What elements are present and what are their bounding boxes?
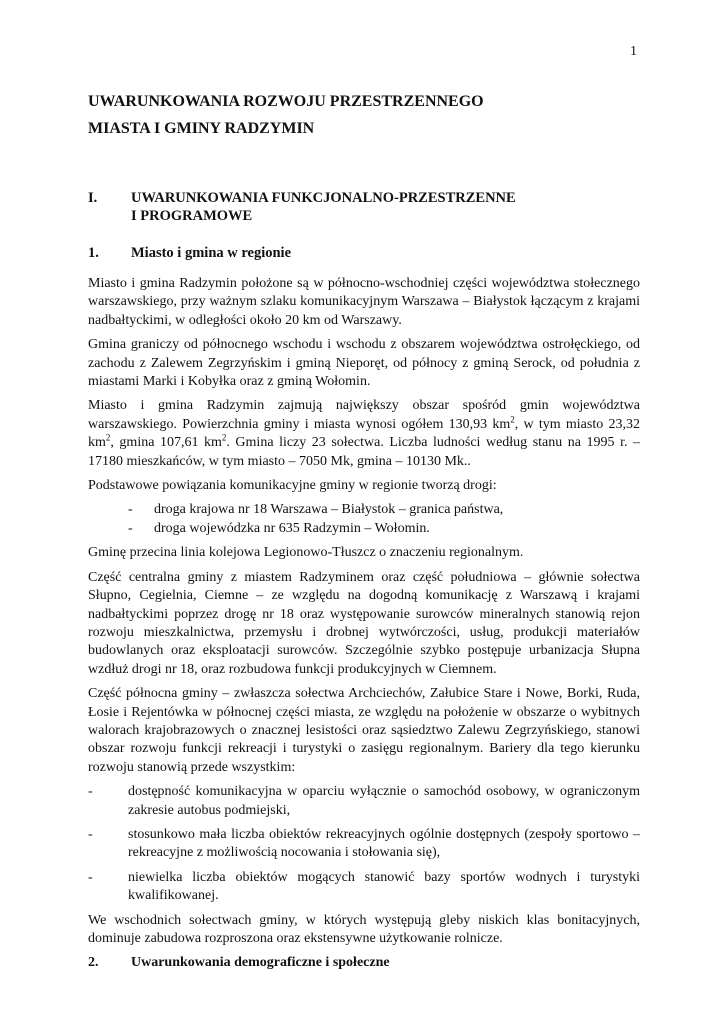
document-body	[88, 275, 640, 974]
list-item	[88, 520, 640, 538]
superscript: 2	[221, 432, 227, 443]
dash-bullet: -	[88, 826, 93, 842]
paragraph-northern-part: Część północna gminy – zwłaszcza sołectwa Archciechów, Załubice Stare i Nowe, Borki, Ruda, Łosie i Rejentówka w północnej części miasta, ze względu na położenie w obszarze o wybitnych walorach krajobrazowych o znacznej lesistości oraz sąsiedztwo Zalewu Zegrzyńskiego, stanowi obszar rozwoju funkcji rekreacji i turystyki o zasięgu regionalnym. Bariery dla tego kierunku rozwoju stanowią przede wszystkim:	[88, 686, 640, 775]
list-item-text: dostępność komunikacyjna w oparciu wyłącznie o samochód osobowy, w ograniczonym zakresie autobus podmiejski,	[128, 784, 640, 818]
list-item	[88, 869, 640, 906]
subsection-heading	[88, 954, 640, 974]
area-text-3: , gmina 107,61 km	[110, 435, 222, 451]
dash-bullet: -	[88, 784, 93, 800]
list-item	[88, 826, 640, 863]
document-title	[88, 88, 648, 142]
paragraph-roads-intro: Podstawowe powiązania komunikacyjne gminy w regionie tworzą drogi:	[88, 478, 497, 494]
subsection-number: 2.	[88, 955, 99, 971]
paragraph-eastern-part: We wschodnich sołectwach gminy, w których występują gleby niskich klas bonitacyjnych, dominuje zabudowa rozproszona oraz ekstensywne użytkowanie rolnicze.	[88, 912, 640, 946]
area-text-4: . Gmina liczy 23 sołectwa. Liczba ludności według stanu na 1995 r. – 17180 mieszkańców, w tym miasto – 7050 Mk, gmina – 10130 Mk..	[88, 435, 640, 469]
subsection-number: 1.	[88, 245, 99, 261]
area-text-1: Miasto i gmina Radzymin zajmują największy obszar spośród gmin województwa warszawskiego. Powierzchnia gminy i miasta wynosi ogółem 130,93 km	[88, 398, 640, 432]
list-item-text: stosunkowo mała liczba obiektów rekreacyjnych ogólnie dostępnych (zespoły sportowo – rekreacyjne z możliwością nocowania i stołowania się),	[128, 826, 640, 861]
paragraph-area	[88, 397, 640, 471]
paragraph-location: Miasto i gmina Radzymin położone są w północno-wschodniej części województwa stołecznego warszawskiego, przy ważnym szlaku komunikacyjnym Warszawa – Białystok łączącym z krajami nadbałtyckimi, w odległości około 20 km od Warszawy.	[88, 276, 640, 328]
list-item	[88, 783, 640, 820]
paragraph-railway: Gminę przecina linia kolejowa Legionowo-Tłuszcz o znaczeniu regionalnym.	[88, 545, 524, 561]
area-text-2: , w tym miasto 23,32 km	[88, 416, 640, 451]
dash-bullet: -	[88, 869, 93, 885]
paragraph-central-part: Część centralna gminy z miastem Radzyminem oraz część południowa – głównie sołectwa Słupno, Cegielnia, Ciemne – ze względu na dogodną komunikację z Warszawą i krajami nadbałtyckimi poprzez drogę nr 18 oraz występowanie surowców mineralnych stanowią rejon rozwoju mieszkalnictwa, przemysłu i drobnej wytwórczości, usług, produkcji materiałów budowlanych oraz eksploatacji surowców. Szczególnie szybko postępuje urbanizacja Słupna wzdłuż drogi nr 18, oraz rozbudowa funkcji produkcyjnych w Ciemnem.	[88, 569, 640, 677]
barriers-list	[88, 783, 640, 905]
roads-list	[88, 501, 640, 538]
dash-bullet: -	[128, 502, 133, 518]
list-item-text: niewielka liczba obiektów mogących stanowić bazy sportów wodnych i turystyki kwalifikowanej.	[128, 869, 640, 904]
subsection-title: Uwarunkowania demograficzne i społeczne	[131, 955, 390, 971]
section-title	[131, 189, 516, 225]
paragraph-borders: Gmina graniczy od północnego wschodu i wschodu z obszarem województwa ostrołęckiego, od zachodu z Zalewem Zegrzyńskim i gminą Nieporęt, od północy z gminą Serock, od południa z miastami Marki i Kobyłka oraz z gminą Wołomin.	[88, 337, 640, 390]
list-item	[88, 501, 640, 519]
page-number: 1	[630, 44, 637, 59]
list-item-text: droga wojewódzka nr 635 Radzymin – Wołomin.	[154, 520, 430, 536]
superscript: 2	[510, 414, 515, 425]
document-title-line1: UWARUNKOWANIA ROZWOJU PRZESTRZENNEGO	[88, 93, 484, 110]
document-title-line2: MIASTA I GMINY RADZYMIN	[88, 120, 315, 137]
list-item-text: droga krajowa nr 18 Warszawa – Białystok – granica państwa,	[154, 502, 504, 518]
section-title-line1: UWARUNKOWANIA FUNKCJONALNO-PRZESTRZENNE	[131, 190, 516, 206]
section-number: I.	[88, 190, 98, 206]
superscript: 2	[105, 432, 111, 443]
subsection-title: Miasto i gmina w regionie	[131, 245, 292, 261]
dash-bullet: -	[128, 520, 133, 536]
section-title-line2: I PROGRAMOWE	[131, 208, 253, 224]
